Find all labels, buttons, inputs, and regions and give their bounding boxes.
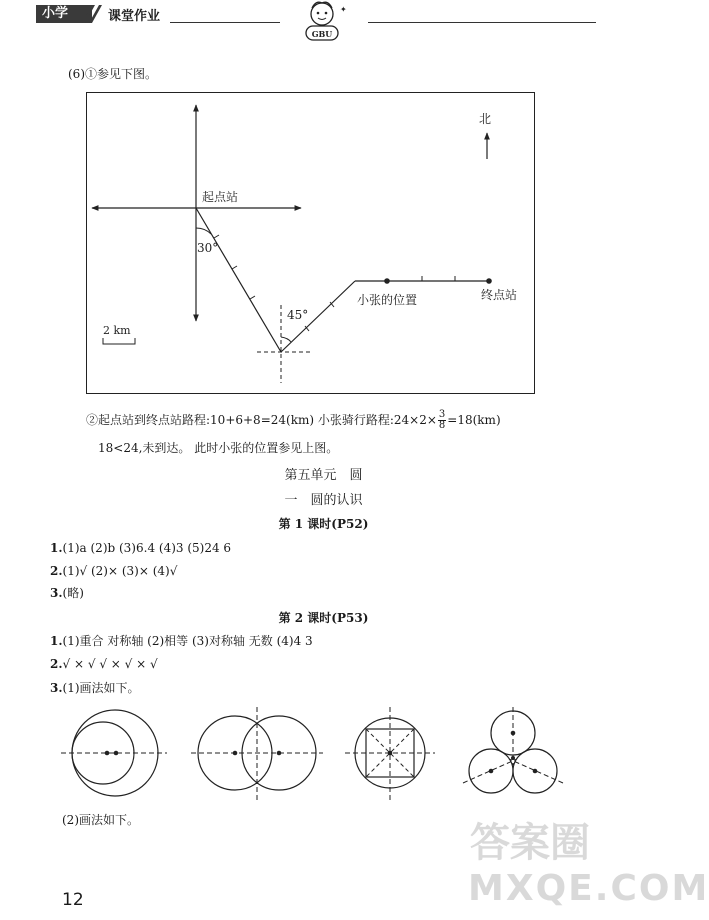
circle-drawings-figure xyxy=(55,705,615,805)
scale-label: 2 km xyxy=(103,324,131,337)
lesson2-answer-3: 3.(1)画法如下。 xyxy=(50,681,140,695)
grade-label: 小学 xyxy=(36,5,92,23)
section-title: 一 圆的认识 xyxy=(284,493,363,508)
route-segment-3-ticks xyxy=(422,276,455,281)
lesson2-answer-1: 1.(1)重合 对称轴 (2)相等 (3)对称轴 无数 (4)4 3 xyxy=(50,634,313,648)
end-station-dot xyxy=(486,278,492,284)
watermark-line1: 答案圈 xyxy=(470,820,590,866)
drawing-inner-tangent-circles xyxy=(61,710,167,796)
north-label: 北 xyxy=(479,112,492,126)
watermark-line2: MXQE.COM xyxy=(468,868,709,909)
angle-30-label: 30° xyxy=(197,241,219,255)
drawing-square-in-circle xyxy=(345,707,435,801)
q6-part2-prefix: ②起点站到终点站路程:10+6+8=24(km) 小张骑行路程:24×2× xyxy=(86,413,437,427)
header-title: 课堂作业 xyxy=(108,9,161,24)
lesson1-answer-2: 2.(1)√ (2)× (3)× (4)√ xyxy=(50,564,178,578)
lesson2-title: 第 2 课时(P53) xyxy=(278,611,369,625)
fraction-denominator: 8 xyxy=(438,420,446,431)
fraction-3-8 xyxy=(438,410,446,431)
q6-part2-suffix: =18(km) xyxy=(447,413,501,427)
angle-45-arc xyxy=(281,337,291,342)
lesson2-answer-2: 2.√ × √ √ × √ × √ xyxy=(50,657,158,671)
start-station-label: 起点站 xyxy=(202,190,239,204)
route-segment-1 xyxy=(196,208,281,352)
end-station-label: 终点站 xyxy=(481,288,518,302)
logo-text: GBU xyxy=(311,29,333,39)
drawing-intersecting-circles xyxy=(191,707,323,801)
unit-title: 第五单元 圆 xyxy=(284,468,363,483)
route-segment-1-ticks xyxy=(214,235,255,299)
q6-part3: 18<24,未到达。 此时小张的位置参见上图。 xyxy=(98,441,339,455)
header-rule-left xyxy=(170,22,280,23)
lesson2-part2: (2)画法如下。 xyxy=(62,813,139,827)
header-rule-right xyxy=(368,22,596,23)
scale-bar xyxy=(103,338,135,344)
cartoon-logo-icon xyxy=(296,0,352,44)
xiaozhang-position-dot xyxy=(384,278,390,284)
route-segment-2-ticks xyxy=(305,302,334,331)
lesson1-title: 第 1 课时(P52) xyxy=(278,517,369,531)
lesson1-answer-1: 1.(1)a (2)b (3)6.4 (4)3 (5)24 6 xyxy=(50,541,232,555)
lesson1-answer-3: 3.(略) xyxy=(50,586,84,600)
q6-part2 xyxy=(86,410,501,431)
page-number: 12 xyxy=(62,890,84,910)
route-map-svg xyxy=(87,93,534,393)
drawing-three-tangent-circles xyxy=(463,707,563,793)
svg-text:✦: ✦ xyxy=(340,5,347,14)
xiaozhang-label: 小张的位置 xyxy=(357,293,418,307)
fraction-numerator: 3 xyxy=(438,409,446,420)
header-slash-decoration xyxy=(78,4,104,24)
route-map-figure xyxy=(86,92,535,394)
angle-45-label: 45° xyxy=(287,308,309,322)
q6-part1: (6)①参见下图。 xyxy=(68,67,157,81)
